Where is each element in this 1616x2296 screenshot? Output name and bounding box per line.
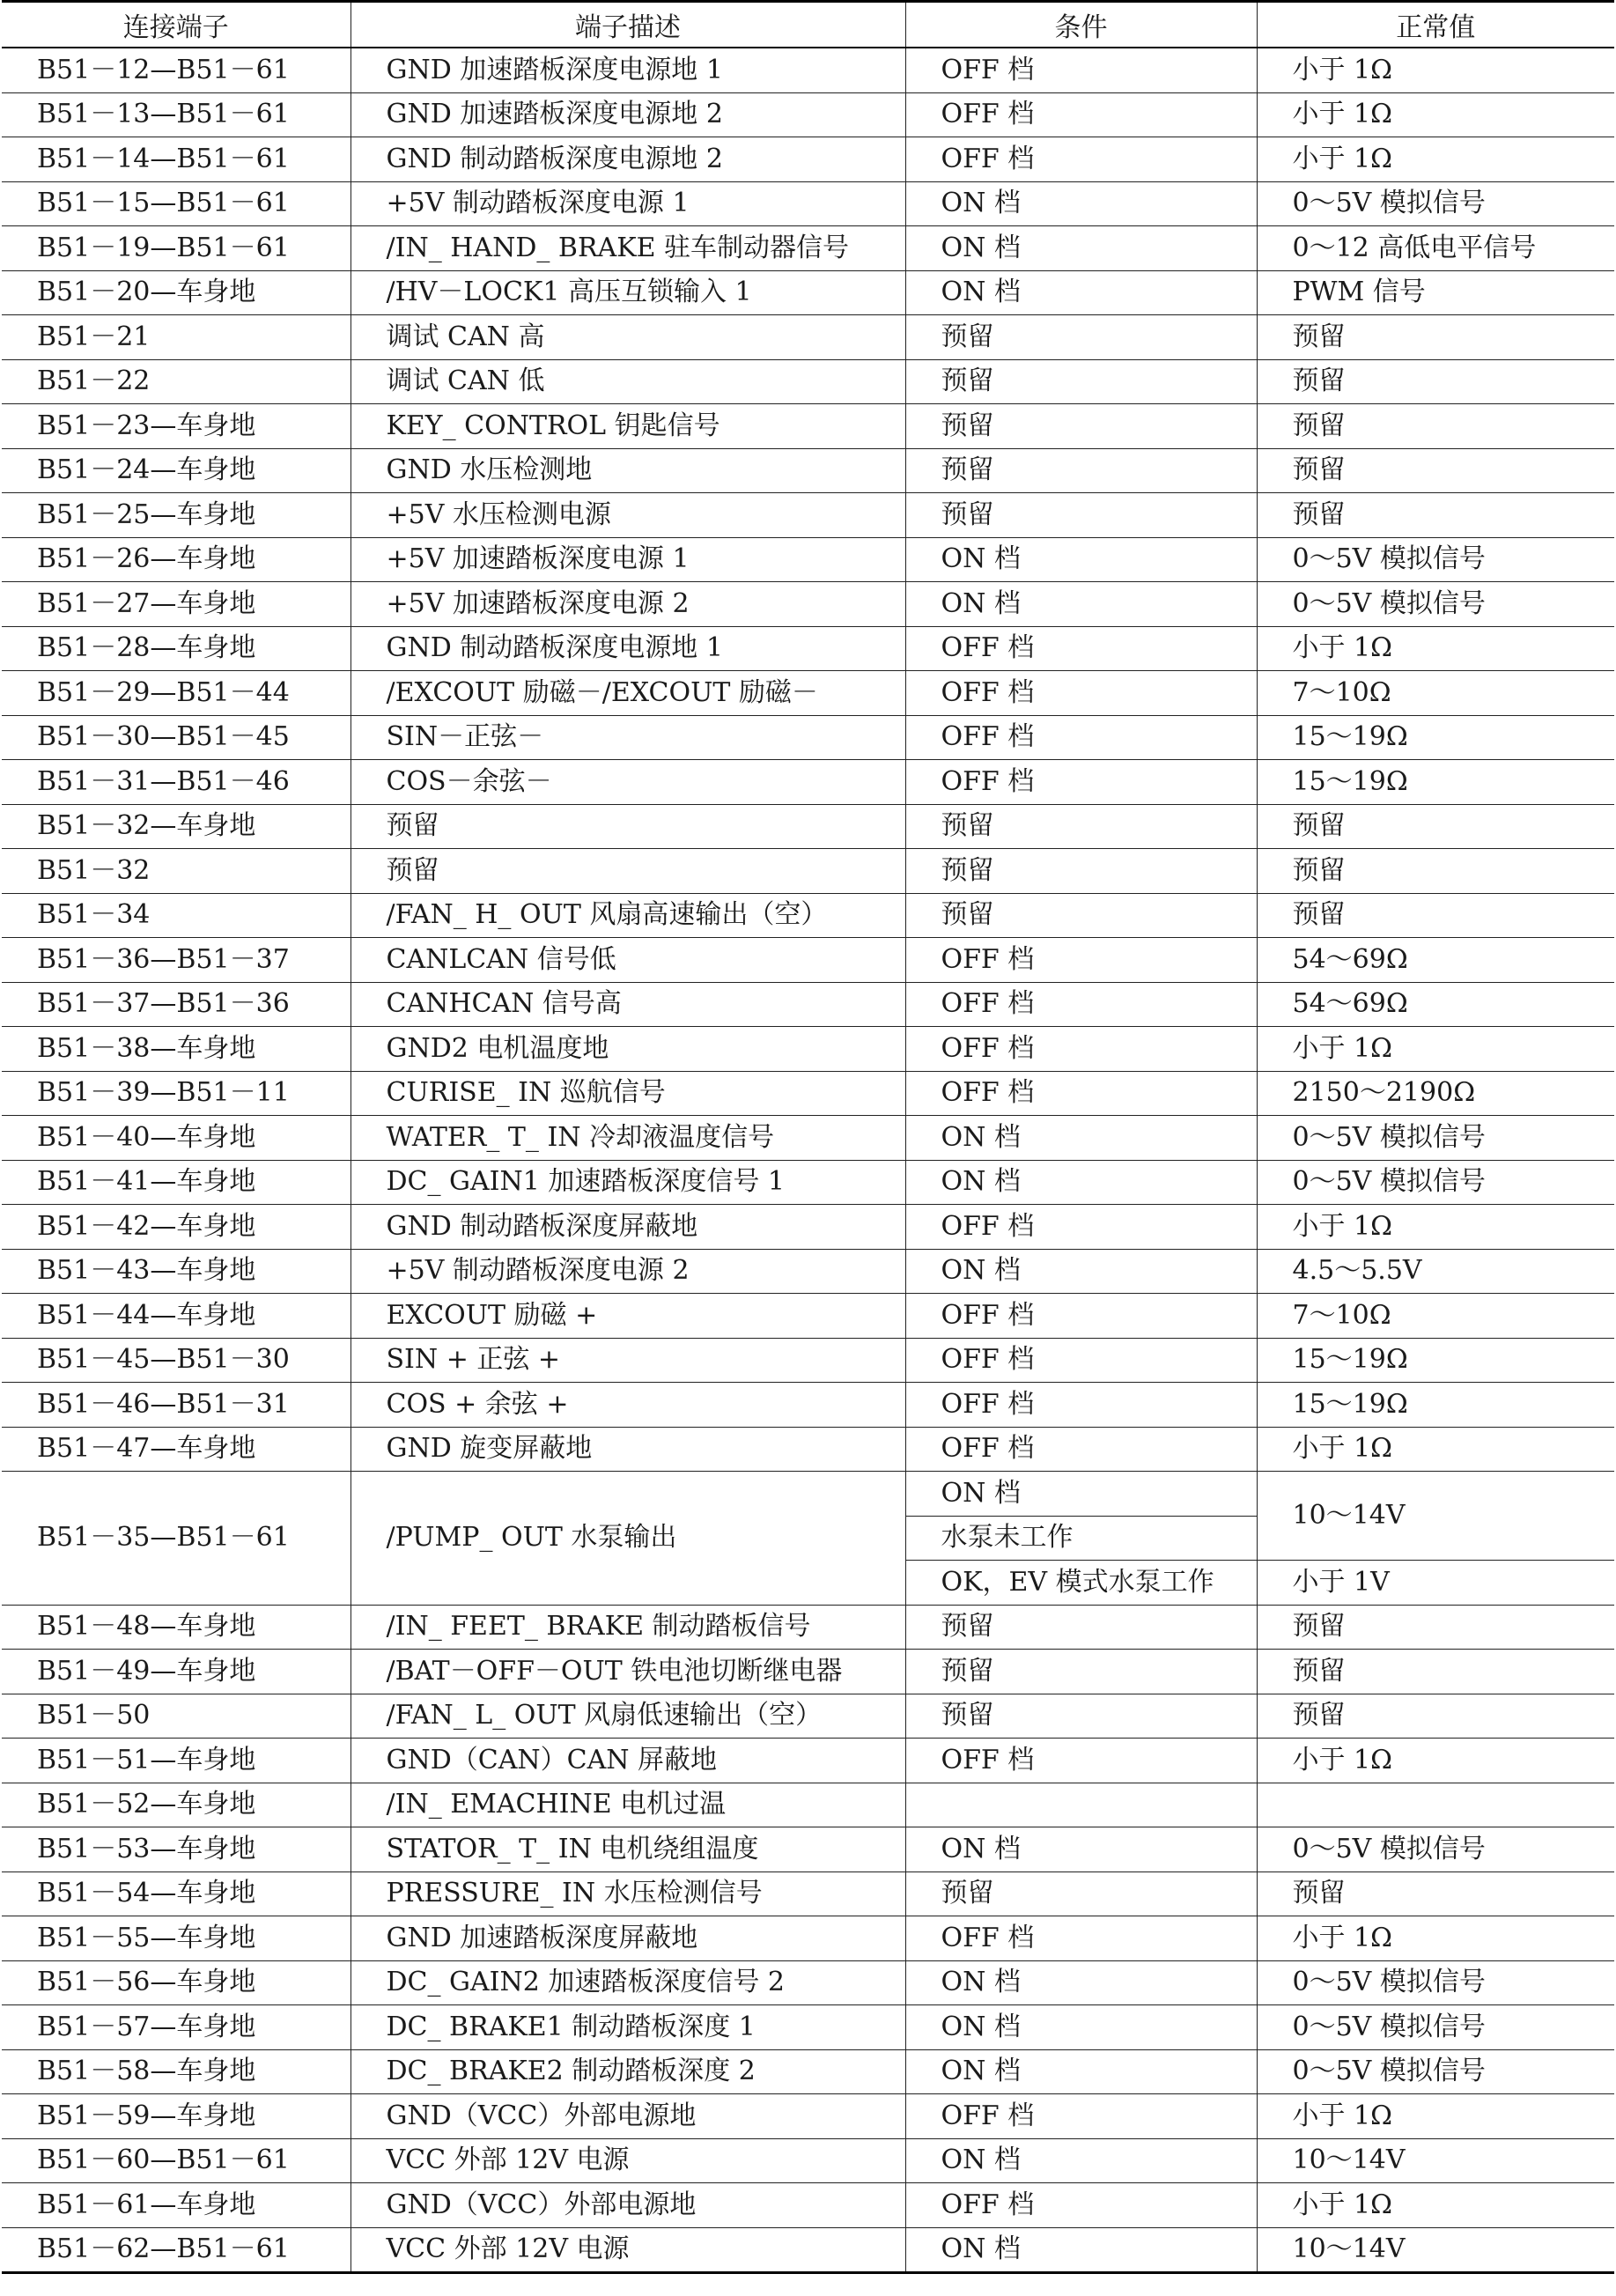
- condition-cell: OFF 档: [905, 48, 1257, 92]
- value-cell: 54～69Ω: [1257, 982, 1614, 1027]
- value-cell: 0～5V 模拟信号: [1257, 1960, 1614, 2005]
- value-cell: 小于 1V: [1257, 1561, 1614, 1606]
- value-cell: 0～5V 模拟信号: [1257, 181, 1614, 226]
- description-cell: /BAT－OFF－OUT 铁电池切断继电器: [351, 1650, 905, 1694]
- terminal-cell: B51－13—B51－61: [2, 92, 351, 137]
- table-row: [2, 493, 1614, 538]
- terminal-cell: B51－45—B51－30: [2, 1338, 351, 1383]
- condition-cell: 预留: [905, 404, 1257, 449]
- condition-cell: OFF 档: [905, 2183, 1257, 2228]
- description-cell: SIN－正弦－: [351, 715, 905, 760]
- terminal-cell: B51－54—车身地: [2, 1871, 351, 1916]
- value-cell: 预留: [1257, 1694, 1614, 1739]
- value-cell: 小于 1Ω: [1257, 1739, 1614, 1783]
- condition-cell: ON 档: [905, 2005, 1257, 2050]
- terminal-cell: B51－46—B51－31: [2, 1383, 351, 1428]
- table-row: [2, 1249, 1614, 1294]
- value-cell: 小于 1Ω: [1257, 1916, 1614, 1961]
- table-row: [2, 1650, 1614, 1694]
- condition-cell: ON 档: [905, 537, 1257, 582]
- description-cell: +5V 加速踏板深度电源 2: [351, 582, 905, 627]
- condition-cell: ON 档: [905, 1160, 1257, 1205]
- table-row: [2, 1205, 1614, 1250]
- condition-cell: OFF 档: [905, 1739, 1257, 1783]
- description-cell: GND 水压检测地: [351, 448, 905, 493]
- description-cell: GND（CAN）CAN 屏蔽地: [351, 1739, 905, 1783]
- table-row: [2, 715, 1614, 760]
- value-cell: 预留: [1257, 493, 1614, 538]
- terminal-cell: B51－48—车身地: [2, 1605, 351, 1650]
- table-body: [2, 48, 1614, 2273]
- description-cell: SIN + 正弦 +: [351, 1338, 905, 1383]
- description-cell: GND 制动踏板深度电源地 2: [351, 137, 905, 182]
- table-header: [2, 2, 1614, 48]
- value-cell: 预留: [1257, 1871, 1614, 1916]
- value-cell: 7～10Ω: [1257, 671, 1614, 716]
- value-cell: 54～69Ω: [1257, 938, 1614, 983]
- value-cell: 小于 1Ω: [1257, 48, 1614, 92]
- value-cell: 0～5V 模拟信号: [1257, 537, 1614, 582]
- table-row: [2, 1071, 1614, 1116]
- terminal-cell: B51－59—车身地: [2, 2094, 351, 2139]
- value-cell: 0～5V 模拟信号: [1257, 1116, 1614, 1161]
- description-cell: GND 旋变屏蔽地: [351, 1427, 905, 1472]
- table-row: [2, 893, 1614, 938]
- terminal-cell: B51－28—车身地: [2, 626, 351, 671]
- table-row: [2, 1383, 1614, 1428]
- description-cell: PRESSURE_ IN 水压检测信号: [351, 1871, 905, 1916]
- terminal-cell: B51－26—车身地: [2, 537, 351, 582]
- value-cell: 7～10Ω: [1257, 1294, 1614, 1339]
- condition-cell: ON 档: [905, 1960, 1257, 2005]
- condition-cell: OFF 档: [905, 1427, 1257, 1472]
- description-cell: +5V 制动踏板深度电源 1: [351, 181, 905, 226]
- terminal-cell: B51－43—车身地: [2, 1249, 351, 1294]
- condition-cell: ON 档: [905, 226, 1257, 271]
- description-cell: COS－余弦－: [351, 760, 905, 805]
- description-cell: CANLCAN 信号低: [351, 938, 905, 983]
- terminal-table: [2, 0, 1614, 2274]
- table-row: [2, 671, 1614, 716]
- description-cell: /IN_ HAND_ BRAKE 驻车制动器信号: [351, 226, 905, 271]
- value-cell: 小于 1Ω: [1257, 626, 1614, 671]
- terminal-cell: B51－32: [2, 849, 351, 894]
- table-row: [2, 582, 1614, 627]
- table-row: [2, 1960, 1614, 2005]
- condition-cell: OFF 档: [905, 1338, 1257, 1383]
- value-cell: 4.5～5.5V: [1257, 1249, 1614, 1294]
- terminal-cell: B51－15—B51－61: [2, 181, 351, 226]
- terminal-cell: B51－23—车身地: [2, 404, 351, 449]
- table-row: [2, 137, 1614, 182]
- header-description: 端子描述: [351, 2, 905, 48]
- condition-cell: ON 档: [905, 2049, 1257, 2094]
- terminal-cell: B51－52—车身地: [2, 1783, 351, 1827]
- terminal-cell: B51－49—车身地: [2, 1650, 351, 1694]
- value-cell: 0～5V 模拟信号: [1257, 1160, 1614, 1205]
- value-cell: 0～12 高低电平信号: [1257, 226, 1614, 271]
- table-row: [2, 92, 1614, 137]
- description-cell: DC_ BRAKE2 制动踏板深度 2: [351, 2049, 905, 2094]
- condition-cell: OFF 档: [905, 1916, 1257, 1961]
- terminal-cell: B51－20—车身地: [2, 270, 351, 315]
- condition-cell: 预留: [905, 893, 1257, 938]
- condition-cell: OFF 档: [905, 760, 1257, 805]
- condition-cell: ON 档: [905, 2227, 1257, 2273]
- table-row: [2, 359, 1614, 404]
- description-cell: /IN_ EMACHINE 电机过温: [351, 1783, 905, 1827]
- value-cell: 0～5V 模拟信号: [1257, 582, 1614, 627]
- table-row: [2, 1739, 1614, 1783]
- description-cell: GND 制动踏板深度屏蔽地: [351, 1205, 905, 1250]
- table-row: [2, 404, 1614, 449]
- terminal-cell: B51－31—B51－46: [2, 760, 351, 805]
- value-cell: 15～19Ω: [1257, 1338, 1614, 1383]
- description-cell: GND 制动踏板深度电源地 1: [351, 626, 905, 671]
- condition-cell: 预留: [905, 1605, 1257, 1650]
- terminal-cell: B51－22: [2, 359, 351, 404]
- condition-cell: 预留: [905, 1650, 1257, 1694]
- condition-cell: ON 档: [905, 1249, 1257, 1294]
- condition-cell: OK，EV 模式水泵工作: [905, 1561, 1257, 1606]
- condition-cell: ON 档: [905, 1472, 1257, 1517]
- condition-cell: ON 档: [905, 1827, 1257, 1872]
- condition-cell: ON 档: [905, 181, 1257, 226]
- terminal-cell: B51－27—车身地: [2, 582, 351, 627]
- terminal-cell: B51－14—B51－61: [2, 137, 351, 182]
- description-cell: VCC 外部 12V 电源: [351, 2227, 905, 2273]
- terminal-cell: B51－53—车身地: [2, 1827, 351, 1872]
- table-row: [2, 48, 1614, 92]
- terminal-cell: B51－47—车身地: [2, 1427, 351, 1472]
- value-cell: PWM 信号: [1257, 270, 1614, 315]
- description-cell: +5V 水压检测电源: [351, 493, 905, 538]
- table-row: [2, 938, 1614, 983]
- table-row: [2, 448, 1614, 493]
- table-row: [2, 2049, 1614, 2094]
- description-cell: /FAN_ H_ OUT 风扇高速输出（空）: [351, 893, 905, 938]
- value-cell: 预留: [1257, 448, 1614, 493]
- table-row: [2, 1783, 1614, 1827]
- description-cell: 调试 CAN 高: [351, 315, 905, 360]
- condition-cell: 预留: [905, 448, 1257, 493]
- terminal-cell: B51－24—车身地: [2, 448, 351, 493]
- description-cell: /HV－LOCK1 高压互锁输入 1: [351, 270, 905, 315]
- description-cell: /IN_ FEET_ BRAKE 制动踏板信号: [351, 1605, 905, 1650]
- terminal-cell: B51－60—B51－61: [2, 2138, 351, 2183]
- value-cell: 0～5V 模拟信号: [1257, 1827, 1614, 1872]
- condition-cell: OFF 档: [905, 92, 1257, 137]
- table-row: [2, 1427, 1614, 1472]
- condition-cell: OFF 档: [905, 1294, 1257, 1339]
- condition-cell: ON 档: [905, 2138, 1257, 2183]
- condition-cell: OFF 档: [905, 626, 1257, 671]
- condition-cell: OFF 档: [905, 938, 1257, 983]
- condition-cell: OFF 档: [905, 1383, 1257, 1428]
- value-cell: 0～5V 模拟信号: [1257, 2005, 1614, 2050]
- description-cell: STATOR_ T_ IN 电机绕组温度: [351, 1827, 905, 1872]
- description-cell: DC_ GAIN1 加速踏板深度信号 1: [351, 1160, 905, 1205]
- table-row: [2, 1027, 1614, 1072]
- description-cell: GND 加速踏板深度屏蔽地: [351, 1916, 905, 1961]
- table-row: [2, 2005, 1614, 2050]
- table-row: [2, 1160, 1614, 1205]
- value-cell: 15～19Ω: [1257, 715, 1614, 760]
- value-cell: 小于 1Ω: [1257, 2094, 1614, 2139]
- description-cell: GND（VCC）外部电源地: [351, 2183, 905, 2228]
- table-row: [2, 1338, 1614, 1383]
- table-row: [2, 1605, 1614, 1650]
- terminal-cell: B51－57—车身地: [2, 2005, 351, 2050]
- terminal-cell: B51－12—B51－61: [2, 48, 351, 92]
- description-cell: GND2 电机温度地: [351, 1027, 905, 1072]
- terminal-cell: B51－25—车身地: [2, 493, 351, 538]
- description-cell: 调试 CAN 低: [351, 359, 905, 404]
- condition-cell: 水泵未工作: [905, 1516, 1257, 1561]
- description-cell: CURISE_ IN 巡航信号: [351, 1071, 905, 1116]
- value-cell: 预留: [1257, 849, 1614, 894]
- table-row: [2, 537, 1614, 582]
- table-row: [2, 1294, 1614, 1339]
- terminal-cell: B51－55—车身地: [2, 1916, 351, 1961]
- terminal-cell: B51－50: [2, 1694, 351, 1739]
- table-row: [2, 804, 1614, 849]
- terminal-cell: B51－42—车身地: [2, 1205, 351, 1250]
- terminal-cell: B51－51—车身地: [2, 1739, 351, 1783]
- value-cell: 0～5V 模拟信号: [1257, 2049, 1614, 2094]
- terminal-cell: B51－37—B51－36: [2, 982, 351, 1027]
- terminal-cell: B51－41—车身地: [2, 1160, 351, 1205]
- value-cell: 小于 1Ω: [1257, 92, 1614, 137]
- value-cell: 预留: [1257, 1605, 1614, 1650]
- value-cell: 小于 1Ω: [1257, 2183, 1614, 2228]
- value-cell: 预留: [1257, 315, 1614, 360]
- table-row: [2, 1827, 1614, 1872]
- terminal-cell: B51－30—B51－45: [2, 715, 351, 760]
- value-cell: 预留: [1257, 1650, 1614, 1694]
- value-cell: 10～14V: [1257, 2138, 1614, 2183]
- terminal-cell: B51－32—车身地: [2, 804, 351, 849]
- table-row: [2, 849, 1614, 894]
- value-cell: 小于 1Ω: [1257, 137, 1614, 182]
- table-row: [2, 2138, 1614, 2183]
- terminal-cell: B51－58—车身地: [2, 2049, 351, 2094]
- condition-cell: 预留: [905, 493, 1257, 538]
- description-cell: /EXCOUT 励磁－/EXCOUT 励磁－: [351, 671, 905, 716]
- description-cell: +5V 制动踏板深度电源 2: [351, 1249, 905, 1294]
- terminal-cell: B51－39—B51－11: [2, 1071, 351, 1116]
- header-row: [2, 2, 1614, 48]
- condition-cell: OFF 档: [905, 715, 1257, 760]
- table-row: [2, 226, 1614, 271]
- description-cell: DC_ BRAKE1 制动踏板深度 1: [351, 2005, 905, 2050]
- header-normal-value: 正常值: [1257, 2, 1614, 48]
- table-row: [2, 1871, 1614, 1916]
- condition-cell: 预留: [905, 849, 1257, 894]
- table-row: [2, 1694, 1614, 1739]
- terminal-cell: B51－36—B51－37: [2, 938, 351, 983]
- table-row: [2, 270, 1614, 315]
- condition-cell: OFF 档: [905, 671, 1257, 716]
- value-cell: [1257, 1783, 1614, 1827]
- terminal-cell: B51－19—B51－61: [2, 226, 351, 271]
- terminal-cell: B51－62—B51－61: [2, 2227, 351, 2273]
- condition-cell: 预留: [905, 1694, 1257, 1739]
- header-terminal: 连接端子: [2, 2, 351, 48]
- condition-cell: [905, 1783, 1257, 1827]
- terminal-cell: B51－38—车身地: [2, 1027, 351, 1072]
- table-row: [2, 1116, 1614, 1161]
- terminal-cell: B51－56—车身地: [2, 1960, 351, 2005]
- terminal-cell: B51－61—车身地: [2, 2183, 351, 2228]
- description-cell: /PUMP_ OUT 水泵输出: [351, 1472, 905, 1606]
- table-row: [2, 181, 1614, 226]
- description-cell: CANHCAN 信号高: [351, 982, 905, 1027]
- description-cell: VCC 外部 12V 电源: [351, 2138, 905, 2183]
- condition-cell: 预留: [905, 804, 1257, 849]
- value-cell: 小于 1Ω: [1257, 1027, 1614, 1072]
- terminal-cell: B51－40—车身地: [2, 1116, 351, 1161]
- description-cell: /FAN_ L_ OUT 风扇低速输出（空）: [351, 1694, 905, 1739]
- value-cell: 15～19Ω: [1257, 760, 1614, 805]
- terminal-cell: B51－21: [2, 315, 351, 360]
- value-cell: 预留: [1257, 804, 1614, 849]
- description-cell: GND 加速踏板深度电源地 2: [351, 92, 905, 137]
- table-row: [2, 2183, 1614, 2228]
- table-row: [2, 982, 1614, 1027]
- value-cell: 10～14V: [1257, 1472, 1614, 1561]
- value-cell: 预留: [1257, 893, 1614, 938]
- value-cell: 预留: [1257, 404, 1614, 449]
- condition-cell: 预留: [905, 315, 1257, 360]
- header-condition: 条件: [905, 2, 1257, 48]
- terminal-cell: B51－29—B51－44: [2, 671, 351, 716]
- table-row: [2, 760, 1614, 805]
- terminal-cell: B51－34: [2, 893, 351, 938]
- condition-cell: OFF 档: [905, 137, 1257, 182]
- condition-cell: OFF 档: [905, 982, 1257, 1027]
- condition-cell: 预留: [905, 359, 1257, 404]
- value-cell: 15～19Ω: [1257, 1383, 1614, 1428]
- condition-cell: ON 档: [905, 270, 1257, 315]
- table-row: [2, 1916, 1614, 1961]
- value-cell: 小于 1Ω: [1257, 1205, 1614, 1250]
- terminal-cell: B51－35—B51－61: [2, 1472, 351, 1606]
- description-cell: 预留: [351, 849, 905, 894]
- description-cell: DC_ GAIN2 加速踏板深度信号 2: [351, 1960, 905, 2005]
- condition-cell: 预留: [905, 1871, 1257, 1916]
- description-cell: GND（VCC）外部电源地: [351, 2094, 905, 2139]
- condition-cell: ON 档: [905, 582, 1257, 627]
- description-cell: WATER_ T_ IN 冷却液温度信号: [351, 1116, 905, 1161]
- description-cell: EXCOUT 励磁 +: [351, 1294, 905, 1339]
- value-cell: 预留: [1257, 359, 1614, 404]
- table-row: [2, 2094, 1614, 2139]
- description-cell: COS + 余弦 +: [351, 1383, 905, 1428]
- description-cell: 预留: [351, 804, 905, 849]
- description-cell: KEY_ CONTROL 钥匙信号: [351, 404, 905, 449]
- table-row-pump: [2, 1472, 1614, 1517]
- terminal-cell: B51－44—车身地: [2, 1294, 351, 1339]
- condition-cell: OFF 档: [905, 1071, 1257, 1116]
- condition-cell: OFF 档: [905, 1205, 1257, 1250]
- condition-cell: OFF 档: [905, 1027, 1257, 1072]
- value-cell: 小于 1Ω: [1257, 1427, 1614, 1472]
- value-cell: 10～14V: [1257, 2227, 1614, 2273]
- description-cell: +5V 加速踏板深度电源 1: [351, 537, 905, 582]
- description-cell: GND 加速踏板深度电源地 1: [351, 48, 905, 92]
- value-cell: 2150～2190Ω: [1257, 1071, 1614, 1116]
- table-row: [2, 315, 1614, 360]
- table-row: [2, 2227, 1614, 2273]
- condition-cell: ON 档: [905, 1116, 1257, 1161]
- table-row: [2, 626, 1614, 671]
- condition-cell: OFF 档: [905, 2094, 1257, 2139]
